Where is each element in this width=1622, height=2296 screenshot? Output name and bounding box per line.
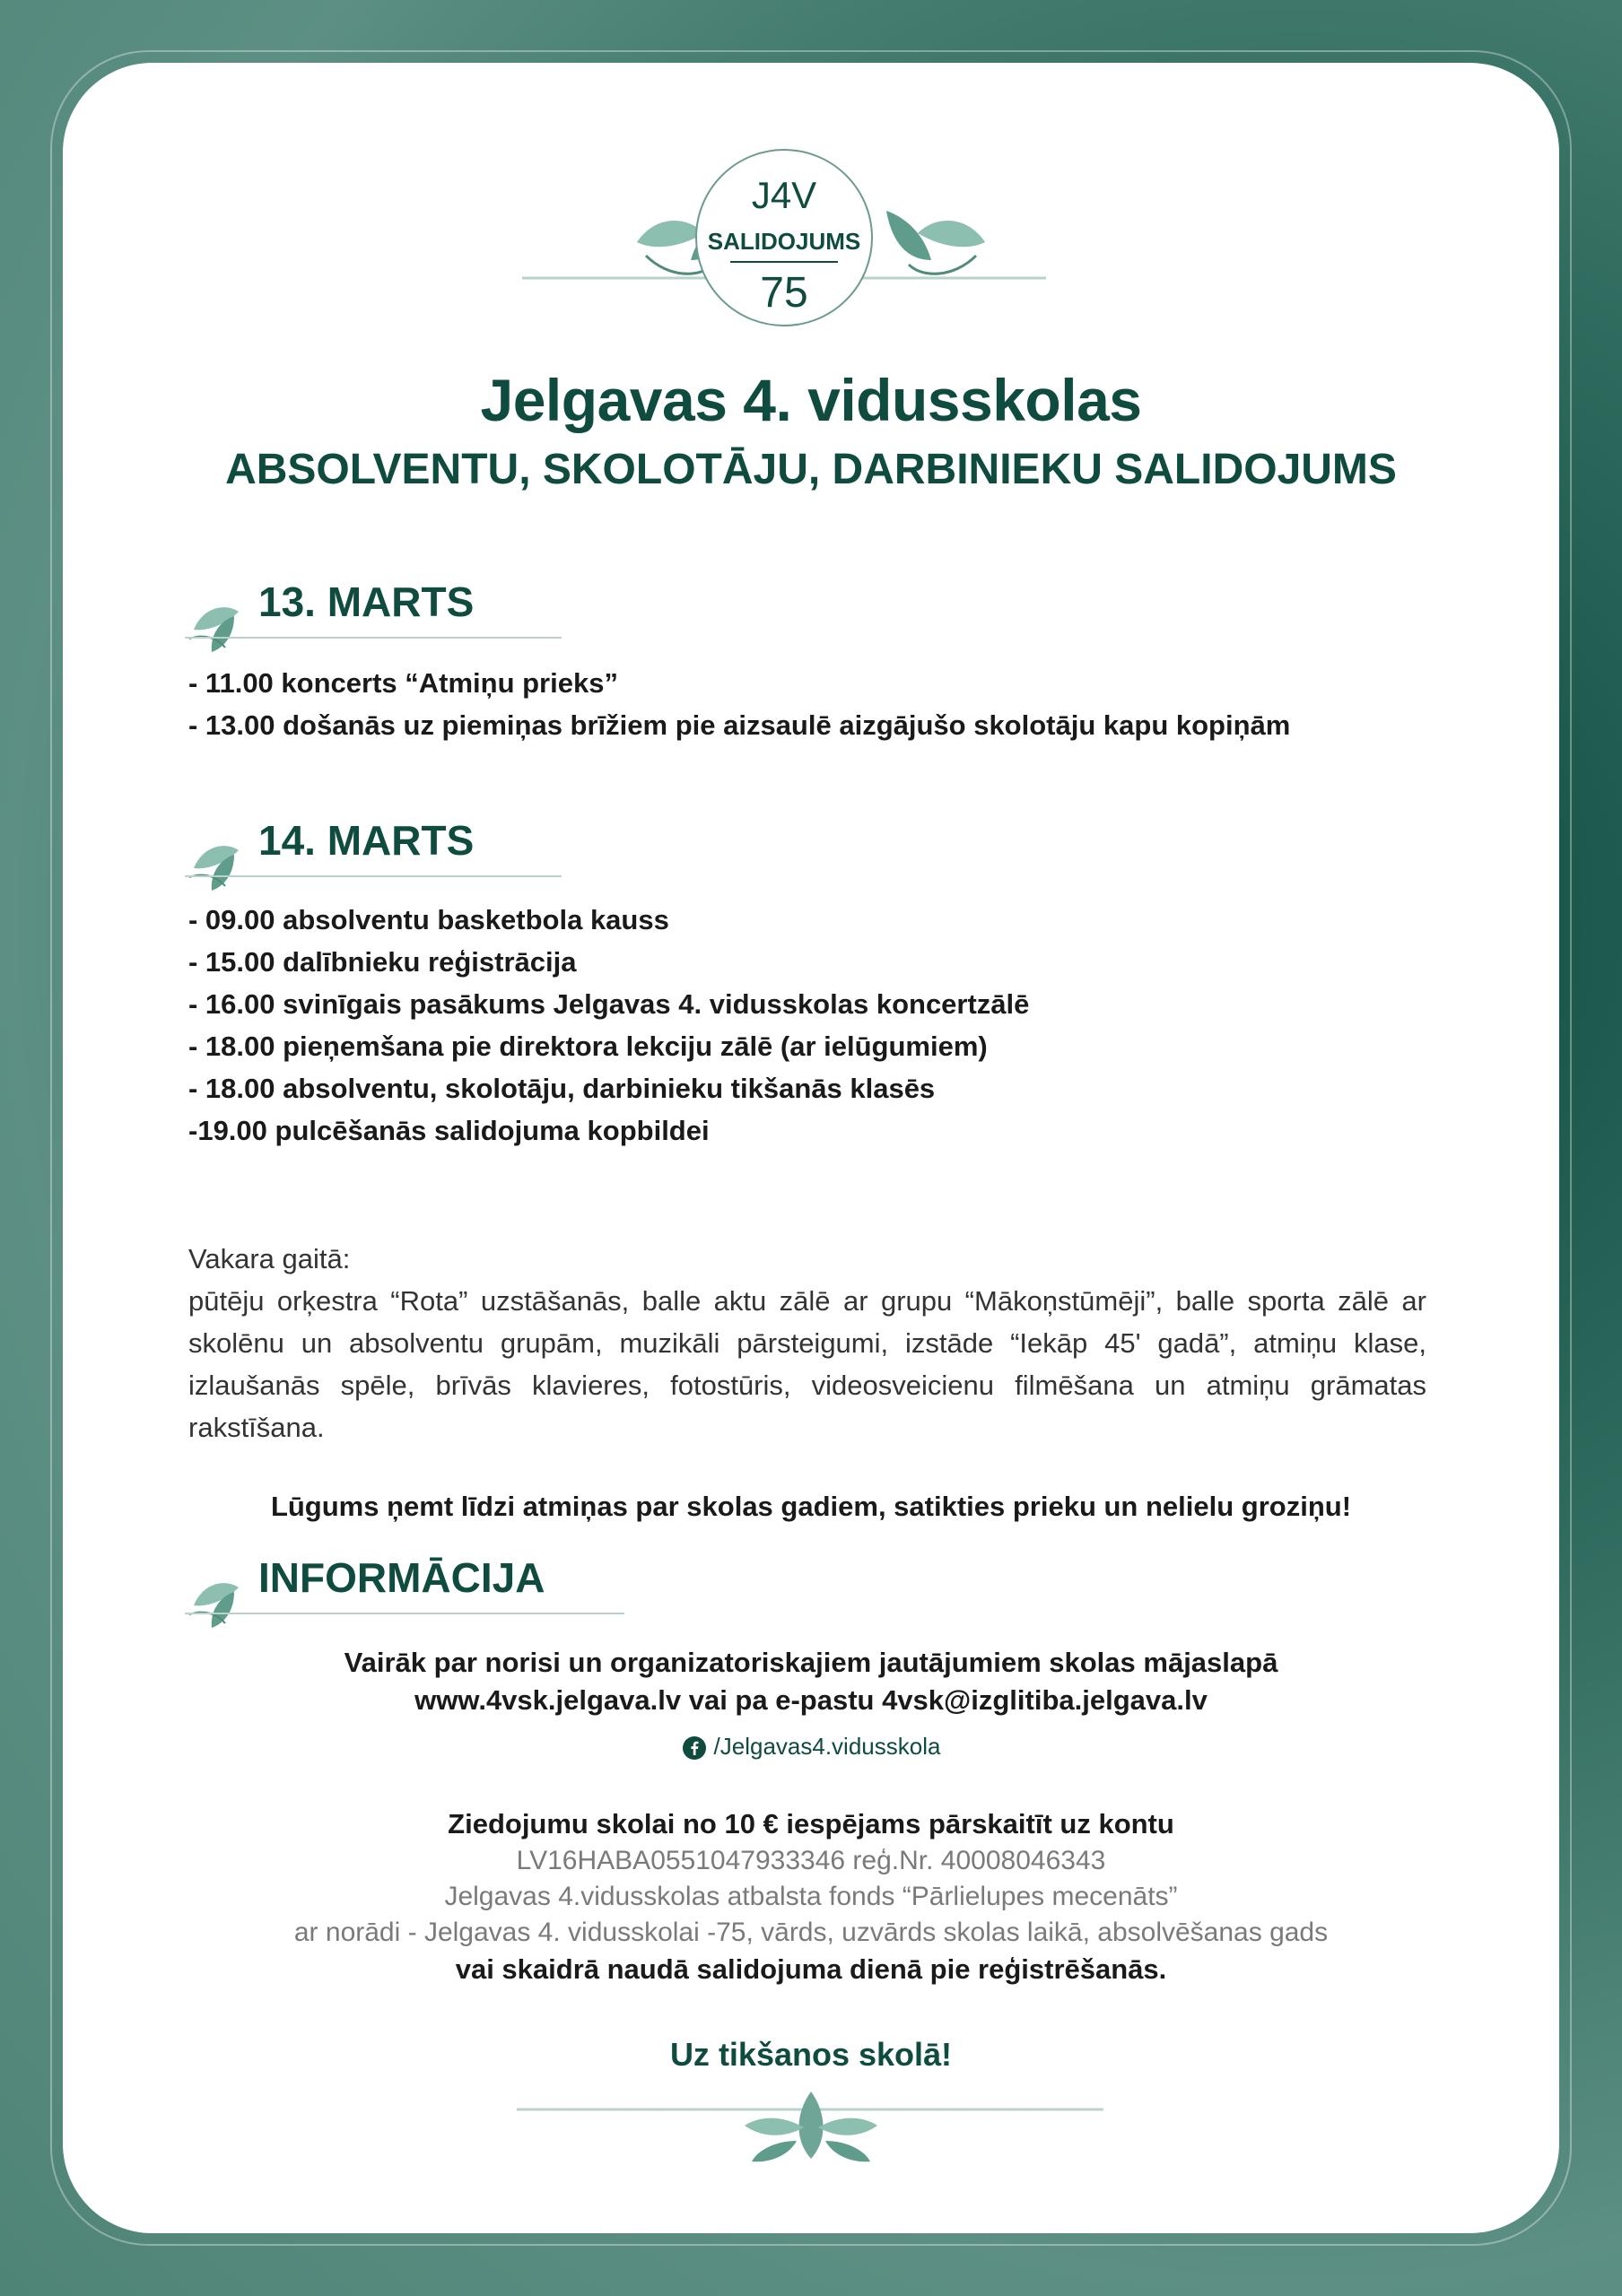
title-school: Jelgavas 4. vidusskolas	[480, 367, 1142, 433]
donation-note: ar norādi - Jelgavas 4. vidusskolai -75, vārds, uzvārds skolas laikā, absolvēšanas gads	[293, 1918, 1329, 1947]
donation-account: LV16HABA0551047933346 reģ.Nr. 40008046343	[516, 1846, 1106, 1875]
leaf-icon	[886, 211, 985, 274]
info-heading: INFORMĀCIJA	[258, 1554, 545, 1601]
list-item: - 13.00 došanās uz piemiņas brīžiem pie aizsaulē aizgājušo skolotāju kapu kopiņām	[188, 709, 1291, 741]
logo-middle-text: SALIDOJUMS	[707, 228, 861, 255]
closing-text: Uz tikšanos skolā!	[669, 2036, 953, 2073]
facebook-link-row[interactable]	[63, 1733, 1559, 1761]
flyer-card	[63, 63, 1559, 2233]
day1-heading: 13. MARTS	[258, 578, 475, 625]
leaf-icon	[185, 1570, 248, 1632]
logo-bottom-text: 75	[760, 269, 808, 317]
section-heading-day2	[185, 816, 562, 879]
list-item: - 16.00 svinīgais pasākums Jelgavas 4. vidusskolas koncertzālē	[188, 988, 1030, 1020]
leaf-icon	[185, 594, 248, 657]
section-heading-info	[185, 1553, 624, 1616]
title-event: ABSOLVENTU, SKOLOTĀJU, DARBINIEKU SALIDOJUMS	[225, 446, 1397, 493]
donation-cash: vai skaidrā naudā salidojuma dienā pie reģistrēšanās.	[455, 1953, 1167, 1985]
donation-line1: Ziedojumu skolai no 10 € iespējams pārskaitīt uz kontu	[448, 1808, 1174, 1839]
donation-fund: Jelgavas 4.vidusskolas atbalsta fonds “Pārlielupes mecenāts”	[444, 1882, 1178, 1911]
day2-heading: 14. MARTS	[258, 817, 475, 864]
list-item: - 18.00 absolventu, skolotāju, darbinieku tikšanās klasēs	[188, 1073, 936, 1104]
facebook-icon	[682, 1735, 707, 1761]
request-text: Lūgums ņemt līdzi atmiņas par skolas gadiem, satikties prieku un nelielu groziņu!	[270, 1491, 1352, 1522]
evening-text: pūtēju orķestra “Rota” uzstāšanās, balle aktu zālē ar grupu “Mākoņstūmēji”, balle sporta zālē ar skolēnu un absolventu grupām, muzikāli pārsteigumi, izstāde “Iekāp 45' gadā”, atmiņu klase, izlaušanās spēle, brīvās klavieres, fotostūris, videosveicienu filmēšana un atmiņu grāmatas rakstīšana.	[188, 1285, 1426, 1443]
list-item: -19.00 pulcēšanās salidojuma kopbildei	[188, 1115, 710, 1146]
leaf-icon	[745, 2092, 877, 2161]
info-line2: www.4vsk.jelgava.lv vai pa e-pastu 4vsk@izglitiba.jelgava.lv	[414, 1684, 1208, 1716]
facebook-link[interactable]: /Jelgavas4.vidusskola	[713, 1733, 941, 1760]
list-item: - 18.00 pieņemšana pie direktora lekciju zālē (ar ielūgumiem)	[188, 1031, 988, 1062]
list-item: - 09.00 absolventu basketbola kauss	[188, 904, 669, 935]
leaf-icon	[185, 832, 248, 895]
bottom-ornament	[63, 2092, 1559, 2172]
day1-schedule	[188, 662, 1290, 746]
info-line1: Vairāk par norisi un organizatoriskajiem jautājumiem skolas mājaslapā	[344, 1647, 1278, 1678]
list-item: - 15.00 dalībnieku reģistrācija	[188, 946, 577, 978]
list-item: - 11.00 koncerts “Atmiņu prieks”	[188, 667, 618, 699]
day2-schedule	[188, 899, 1029, 1152]
logo-top-text: J4V	[751, 174, 817, 216]
event-logo	[63, 144, 1559, 332]
evening-heading: Vakara gaitā:	[188, 1243, 351, 1274]
section-heading-day1	[185, 578, 562, 640]
